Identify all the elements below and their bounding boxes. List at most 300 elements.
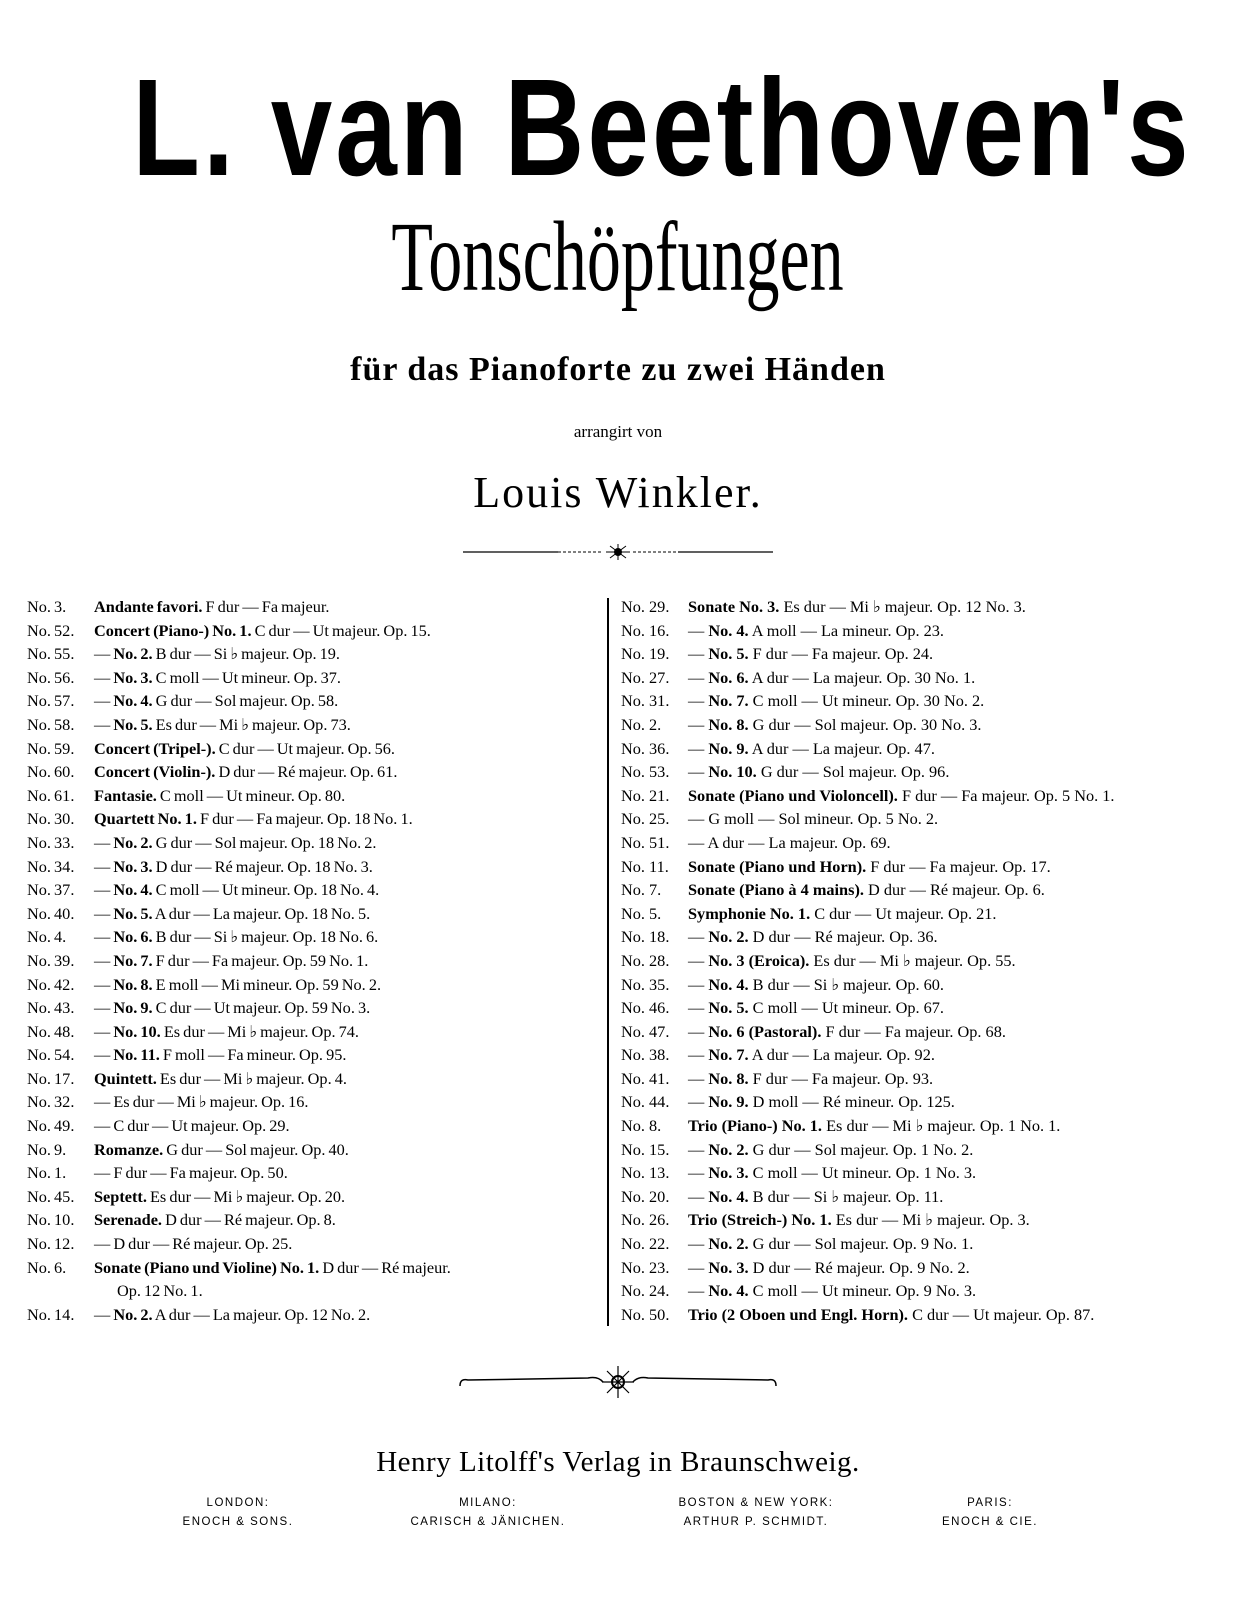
entry-title: No. 3. [113, 667, 153, 687]
entry-prefix: — [688, 927, 709, 947]
entry-title: No. 3. [708, 1163, 749, 1183]
catalog-entry [621, 1279, 1221, 1303]
entry-details: C dur — Ut majeur. Op. 87. [908, 1304, 1095, 1324]
entry-number: No. 43. [27, 998, 75, 1018]
instrument-subtitle: für das Pianoforte zu zwei Händen [350, 351, 886, 388]
entry-number: No. 31. [621, 691, 670, 711]
catalog-entry [27, 1114, 602, 1138]
entry-number: No. 15. [621, 1139, 670, 1159]
entry-prefix: — [688, 998, 709, 1018]
entry-details: A dur — La majeur. Op. 30 No. 1. [748, 667, 976, 687]
ornament-divider-top [0, 542, 1236, 567]
entry-details: F dur — Fa majeur. Op. 5 No. 1. [897, 785, 1115, 805]
catalog-entry [621, 878, 1221, 902]
entry-details: F moll — Fa mineur. Op. 95. [159, 1045, 347, 1065]
work-title [0, 201, 1236, 312]
entry-details: A dur — La majeur. Op. 47. [748, 738, 935, 758]
entry-number: No. 51. [621, 832, 670, 852]
entry-details: G dur — Sol majeur. Op. 96. [756, 762, 950, 782]
entry-number: No. 50. [621, 1304, 670, 1324]
entry-number: No. 39. [27, 950, 75, 970]
entry-prefix: — [94, 927, 114, 947]
arranger-name: Louis Winkler. [473, 468, 763, 517]
entry-number: No. 40. [27, 903, 75, 923]
entry-number: No. 16. [621, 620, 670, 640]
catalog-entry [621, 713, 1221, 737]
entry-number: No. 22. [621, 1234, 670, 1254]
entry-prefix: — [94, 691, 114, 711]
entry-title: Romanze. [94, 1139, 164, 1159]
entry-title: No. 9. [708, 1092, 749, 1112]
entry-number: No. 8. [621, 1116, 662, 1136]
entry-title: Trio (Piano-) No. 1. [688, 1116, 823, 1136]
entry-details: A dur — La majeur. Op. 12 No. 2. [152, 1304, 371, 1324]
catalog-entry [621, 1185, 1221, 1209]
entry-details: — Es dur — Mi ♭ majeur. Op. 16. [94, 1092, 309, 1112]
entry-title: No. 2. [708, 1139, 749, 1159]
entry-number: No. 10. [27, 1210, 75, 1230]
entry-details: Es dur — Mi ♭ majeur. Op. 20. [146, 1186, 346, 1206]
catalog-entry [621, 784, 1221, 808]
entry-details: D dur — Ré majeur. Op. 61. [215, 762, 398, 782]
entry-details: — F dur — Fa majeur. Op. 50. [94, 1163, 288, 1183]
entry-prefix: — [688, 1068, 709, 1088]
entry-number: No. 26. [621, 1210, 670, 1230]
entry-details: F dur — Fa majeur. Op. 18 No. 1. [196, 809, 413, 829]
entry-details: G dur — Sol majeur. Op. 58. [152, 691, 339, 711]
entry-prefix: — [94, 667, 114, 687]
entry-details: Es dur — Mi ♭ majeur. Op. 1 No. 1. [822, 1116, 1061, 1136]
entry-number: No. 53. [621, 762, 670, 782]
agent-firm: ENOCH & SONS. [182, 1516, 294, 1528]
work-title-text: Tonschöpfungen [391, 201, 845, 312]
entry-details: C moll — Ut mineur. Op. 37. [152, 667, 341, 687]
catalog-entry [27, 1161, 602, 1185]
entry-details: — D dur — Ré majeur. Op. 25. [94, 1234, 293, 1254]
agent-city: MILANO: [459, 1497, 517, 1509]
entry-title: No. 4. [708, 1281, 749, 1301]
entry-details: D dur — Ré majeur. Op. 9 No. 2. [748, 1257, 970, 1277]
entry-details: F dur — Fa majeur. Op. 59 No. 1. [152, 950, 369, 970]
entry-prefix: — [94, 1021, 114, 1041]
entry-prefix: — [688, 1021, 709, 1041]
catalog-entry [27, 1090, 602, 1114]
entry-details: C moll — Ut mineur. Op. 80. [156, 785, 346, 805]
entry-prefix: — [94, 903, 114, 923]
entry-prefix: — [94, 714, 114, 734]
entry-details: A dur — La majeur. Op. 92. [748, 1045, 935, 1065]
entry-title: No. 7. [708, 1045, 749, 1065]
entry-number: No. 2. [621, 714, 662, 734]
entry-details: Es dur — Mi ♭ majeur. Op. 3. [831, 1210, 1030, 1230]
entry-details: — C dur — Ut majeur. Op. 29. [94, 1116, 290, 1136]
entry-title: No. 2. [708, 927, 749, 947]
entry-title: No. 5. [113, 714, 153, 734]
entry-title: No. 4. [708, 1186, 749, 1206]
entry-number: No. 34. [27, 856, 75, 876]
entry-title: No. 2. [113, 832, 153, 852]
entry-details: F dur — Fa majeur. [202, 597, 330, 616]
entry-title: No. 5. [113, 903, 153, 923]
entry-prefix: — [688, 974, 709, 994]
composer-title-text: L. van Beethoven's [132, 51, 1192, 205]
catalog-entry [621, 1114, 1221, 1138]
catalog-entry [621, 1067, 1221, 1091]
entry-number: No. 46. [621, 998, 670, 1018]
entry-number: No. 20. [621, 1186, 670, 1206]
entry-number: No. 32. [27, 1092, 75, 1112]
entry-details: C moll — Ut mineur. Op. 1 No. 3. [748, 1163, 977, 1183]
entry-title: No. 6. [113, 927, 153, 947]
catalog-entry [27, 807, 602, 831]
entry-prefix: — [688, 1234, 709, 1254]
catalog-entry [27, 737, 602, 761]
entry-number: No. 6. [27, 1257, 67, 1277]
entry-details: G dur — Sol majeur. Op. 18 No. 2. [152, 832, 377, 852]
entry-number: No. 21. [621, 785, 670, 805]
entry-number: No. 59. [27, 738, 75, 758]
entry-title: No. 10. [708, 762, 757, 782]
entry-details: D dur — Ré majeur. [319, 1257, 451, 1277]
entry-number: No. 9. [27, 1139, 67, 1159]
catalog-entry [27, 902, 602, 926]
entry-number: No. 5. [621, 903, 662, 923]
entry-details: G dur — Sol majeur. Op. 1 No. 2. [748, 1139, 974, 1159]
entry-number: No. 30. [27, 809, 75, 829]
entry-title: No. 8. [708, 714, 749, 734]
entry-prefix: — [688, 1281, 709, 1301]
entry-title: No. 5. [708, 998, 749, 1018]
catalog-entry [27, 1232, 602, 1256]
column-divider [607, 598, 609, 1326]
entry-title: No. 11. [113, 1045, 160, 1065]
entry-details: C dur — Ut majeur. Op. 59 No. 3. [152, 998, 371, 1018]
catalog-entry-continuation: Op. 12 No. 1. [117, 1281, 203, 1301]
agent-firm: ENOCH & CIE. [942, 1516, 1038, 1528]
entry-title: No. 9. [113, 998, 153, 1018]
catalog-entry [621, 1138, 1221, 1162]
catalog-entry [27, 1020, 602, 1044]
entry-details: D dur — Ré majeur. Op. 6. [863, 880, 1045, 900]
entry-title: Andante favori. [94, 597, 203, 616]
entry-number: No. 55. [27, 644, 75, 664]
entry-number: No. 28. [621, 950, 670, 970]
entry-details: G dur — Sol majeur. Op. 30 No. 3. [748, 714, 982, 734]
entry-details: C moll — Ut mineur. Op. 9 No. 3. [748, 1281, 977, 1301]
entry-number: No. 24. [621, 1281, 670, 1301]
entry-number: No. 33. [27, 832, 75, 852]
entry-title: No. 7. [708, 691, 749, 711]
ornament-icon [458, 1364, 778, 1400]
entry-title: Septett. [94, 1186, 147, 1206]
catalog-entry [27, 1043, 602, 1067]
entry-details: Es dur — Mi ♭ majeur. Op. 12 No. 3. [779, 597, 1026, 616]
entry-title: No. 5. [708, 644, 749, 664]
entry-prefix: — [94, 1304, 114, 1324]
entry-number: No. 56. [27, 667, 75, 687]
catalog-entry [27, 949, 602, 973]
catalog-entry [27, 760, 602, 784]
catalog-entry [621, 949, 1221, 973]
entry-title: No. 3 (Eroica). [708, 950, 810, 970]
entry-title: Sonate No. 3. [688, 597, 780, 616]
entry-prefix: — [688, 1092, 709, 1112]
entry-details: D dur — Ré majeur. Op. 36. [748, 927, 938, 947]
entry-title: No. 2. [708, 1234, 749, 1254]
entry-details: C moll — Ut mineur. Op. 67. [748, 998, 944, 1018]
entry-number: No. 42. [27, 974, 75, 994]
entry-prefix: — [688, 762, 709, 782]
entry-number: No. 36. [621, 738, 670, 758]
entry-number: No. 17. [27, 1068, 75, 1088]
publisher: Henry Litolff's Verlag in Braunschweig. [376, 1446, 860, 1478]
entry-number: No. 45. [27, 1186, 75, 1206]
entry-title: No. 2. [113, 1304, 153, 1324]
catalog-entry [27, 878, 602, 902]
entry-number: No. 57. [27, 691, 75, 711]
entry-title: Symphonie No. 1. [688, 903, 811, 923]
entry-details: B dur — Si ♭ majeur. Op. 60. [748, 974, 944, 994]
catalog-entry [621, 619, 1221, 643]
catalog-entry [621, 807, 1221, 831]
agent-firm: ARTHUR P. SCHMIDT. [683, 1516, 829, 1528]
agent-firm: CARISCH & JÄNICHEN. [410, 1516, 566, 1528]
entry-title: Concert (Piano-) No. 1. [94, 620, 252, 640]
entry-title: Serenade. [94, 1210, 162, 1230]
catalog-entry [27, 855, 602, 879]
entry-details: — G moll — Sol mineur. Op. 5 No. 2. [688, 809, 939, 829]
entry-number: No. 23. [621, 1257, 670, 1277]
entry-title: No. 7. [113, 950, 153, 970]
entry-title: Sonate (Piano und Horn). [688, 856, 867, 876]
catalog-entry [27, 831, 602, 855]
catalog-entry [621, 996, 1221, 1020]
entry-details: Es dur — Mi ♭ majeur. Op. 4. [156, 1068, 347, 1088]
entry-title: Trio (Streich-) No. 1. [688, 1210, 832, 1230]
entry-number: No. 38. [621, 1045, 670, 1065]
entry-details: A moll — La mineur. Op. 23. [748, 620, 944, 640]
entry-title: No. 4. [113, 880, 153, 900]
entry-details: D dur — Ré majeur. Op. 18 No. 3. [152, 856, 373, 876]
entry-details: — A dur — La majeur. Op. 69. [688, 832, 891, 852]
entry-number: No. 48. [27, 1021, 75, 1041]
entry-details: C dur — Ut majeur. Op. 21. [810, 903, 997, 923]
catalog-entry [27, 996, 602, 1020]
catalog-entry [621, 1043, 1221, 1067]
entry-number: No. 35. [621, 974, 670, 994]
entry-details: B dur — Si ♭ majeur. Op. 11. [748, 1186, 944, 1206]
catalog-entry [621, 737, 1221, 761]
entry-title: No. 2. [113, 644, 153, 664]
catalog-entry [27, 925, 602, 949]
entry-prefix: — [688, 714, 709, 734]
entry-details: Es dur — Mi ♭ majeur. Op. 74. [160, 1021, 359, 1041]
catalog-entry [621, 666, 1221, 690]
entry-number: No. 13. [621, 1163, 670, 1183]
entry-title: Sonate (Piano und Violine) No. 1. [94, 1257, 320, 1277]
entry-title: No. 6 (Pastoral). [708, 1021, 822, 1041]
entry-number: No. 11. [621, 856, 669, 876]
catalog-list-right [621, 595, 1221, 1326]
entry-prefix: — [688, 1163, 709, 1183]
agent-london [128, 1494, 348, 1532]
catalog-entry [27, 666, 602, 690]
catalog-entry [621, 831, 1221, 855]
entry-number: No. 61. [27, 785, 75, 805]
entry-number: No. 44. [621, 1092, 670, 1112]
catalog-entry [621, 1090, 1221, 1114]
entry-number: No. 60. [27, 762, 75, 782]
entry-prefix: — [688, 691, 709, 711]
catalog-entry [621, 1303, 1221, 1327]
entry-prefix: — [94, 950, 114, 970]
catalog-entry [621, 1161, 1221, 1185]
entry-details: F dur — Fa majeur. Op. 68. [821, 1021, 1006, 1041]
entry-title: No. 8. [708, 1068, 749, 1088]
entry-number: No. 58. [27, 714, 75, 734]
ornament-icon [463, 542, 773, 562]
entry-title: Quintett. [94, 1068, 157, 1088]
catalog-entry [621, 642, 1221, 666]
catalog-entry [27, 1256, 602, 1280]
entry-title: No. 4. [708, 620, 749, 640]
entry-title: No. 3. [113, 856, 153, 876]
entry-details: A dur — La majeur. Op. 18 No. 5. [152, 903, 371, 923]
entry-title: Sonate (Piano à 4 mains). [688, 880, 864, 900]
entry-number: No. 27. [621, 667, 670, 687]
entry-prefix: — [688, 738, 709, 758]
entry-prefix: — [688, 667, 709, 687]
entry-details: Es dur — Mi ♭ majeur. Op. 73. [152, 714, 351, 734]
entry-number: No. 18. [621, 927, 670, 947]
entry-number: No. 47. [621, 1021, 670, 1041]
entry-number: No. 52. [27, 620, 75, 640]
entry-title: No. 10. [113, 1021, 161, 1041]
entry-details: C moll — Ut mineur. Op. 18 No. 4. [152, 880, 380, 900]
entry-number: No. 54. [27, 1045, 75, 1065]
catalog-entry [27, 595, 602, 619]
entry-title: No. 4. [708, 974, 749, 994]
agent-boston-new-york [646, 1494, 866, 1532]
catalog-entry [621, 973, 1221, 997]
catalog-entry [621, 689, 1221, 713]
entry-details: B dur — Si ♭ majeur. Op. 19. [152, 644, 340, 664]
entry-prefix: — [94, 832, 114, 852]
entry-prefix: — [94, 1045, 114, 1065]
catalog-entry [27, 642, 602, 666]
entry-prefix: — [688, 1257, 709, 1277]
catalog-entry [27, 1208, 602, 1232]
entry-title: Quartett No. 1. [94, 809, 197, 829]
catalog-entry [27, 1138, 602, 1162]
entry-prefix: — [94, 856, 114, 876]
entry-title: No. 4. [113, 691, 153, 711]
catalog-entry [621, 760, 1221, 784]
entry-title: No. 9. [708, 738, 749, 758]
entry-prefix: — [688, 950, 709, 970]
catalog-entry [621, 925, 1221, 949]
catalog-entry [27, 1067, 602, 1091]
entry-details: C dur — Ut majeur. Op. 56. [215, 738, 395, 758]
entry-number: No. 29. [621, 597, 670, 616]
entry-prefix: — [94, 880, 114, 900]
catalog-entry [27, 713, 602, 737]
agent-paris [880, 1494, 1100, 1532]
catalog-entry [621, 1020, 1221, 1044]
entry-title: Concert (Violin-). [94, 762, 216, 782]
entry-prefix: — [94, 998, 114, 1018]
agent-city: PARIS: [967, 1497, 1013, 1509]
catalog-entry [27, 689, 602, 713]
agent-milano [378, 1494, 598, 1532]
entry-prefix: — [94, 974, 114, 994]
entry-prefix: — [688, 1045, 709, 1065]
entry-number: No. 25. [621, 809, 670, 829]
entry-title: No. 6. [708, 667, 749, 687]
catalog-entry [27, 619, 602, 643]
catalog-entry [621, 855, 1221, 879]
entry-prefix: — [688, 1139, 709, 1159]
entry-prefix: — [688, 644, 709, 664]
entry-title: No. 3. [708, 1257, 749, 1277]
entry-number: No. 37. [27, 880, 75, 900]
entry-details: F dur — Fa majeur. Op. 24. [748, 644, 934, 664]
entry-details: G dur — Sol majeur. Op. 9 No. 1. [748, 1234, 974, 1254]
entry-prefix: — [94, 644, 114, 664]
catalog-entry [621, 902, 1221, 926]
entry-title: Concert (Tripel-). [94, 738, 216, 758]
entry-details: B dur — Si ♭ majeur. Op. 18 No. 6. [152, 927, 379, 947]
agent-city: BOSTON & NEW YORK: [678, 1497, 834, 1509]
ornament-divider-bottom [0, 1364, 1236, 1405]
entry-details: E moll — Mi mineur. Op. 59 No. 2. [152, 974, 382, 994]
catalog-entry [27, 973, 602, 997]
entry-details: F dur — Fa majeur. Op. 17. [866, 856, 1051, 876]
entry-details: D moll — Ré mineur. Op. 125. [748, 1092, 955, 1112]
entry-title: Fantasie. [94, 785, 157, 805]
entry-number: No. 49. [27, 1116, 75, 1136]
entry-title: Trio (2 Oboen und Engl. Horn). [688, 1304, 908, 1324]
agent-city: LONDON: [206, 1497, 270, 1509]
entry-prefix: — [688, 1186, 709, 1206]
catalog-entry [27, 1185, 602, 1209]
entry-details: C dur — Ut majeur. Op. 15. [251, 620, 431, 640]
entry-details: F dur — Fa majeur. Op. 93. [748, 1068, 934, 1088]
catalog-entry [27, 784, 602, 808]
catalog-entry [621, 1232, 1221, 1256]
entry-number: No. 12. [27, 1234, 75, 1254]
catalog-entry [621, 1208, 1221, 1232]
entry-number: No. 7. [621, 880, 662, 900]
entry-number: No. 19. [621, 644, 670, 664]
entry-details: G dur — Sol majeur. Op. 40. [163, 1139, 349, 1159]
entry-prefix: — [688, 620, 709, 640]
entry-number: No. 14. [27, 1304, 75, 1324]
catalog-entry [27, 1303, 602, 1327]
entry-number: No. 3. [27, 597, 67, 616]
arranged-by-label: arrangirt von [573, 422, 663, 441]
entry-number: No. 41. [621, 1068, 670, 1088]
catalog-list-left [27, 595, 602, 1326]
composer-title [0, 51, 1236, 205]
entry-title: Sonate (Piano und Violoncell). [688, 785, 898, 805]
entry-details: C moll — Ut mineur. Op. 30 No. 2. [748, 691, 985, 711]
entry-details: D dur — Ré majeur. Op. 8. [162, 1210, 336, 1230]
entry-number: No. 1. [27, 1163, 67, 1183]
entry-title: No. 8. [113, 974, 153, 994]
entry-details: Es dur — Mi ♭ majeur. Op. 55. [809, 950, 1016, 970]
catalog-entry [621, 595, 1221, 619]
